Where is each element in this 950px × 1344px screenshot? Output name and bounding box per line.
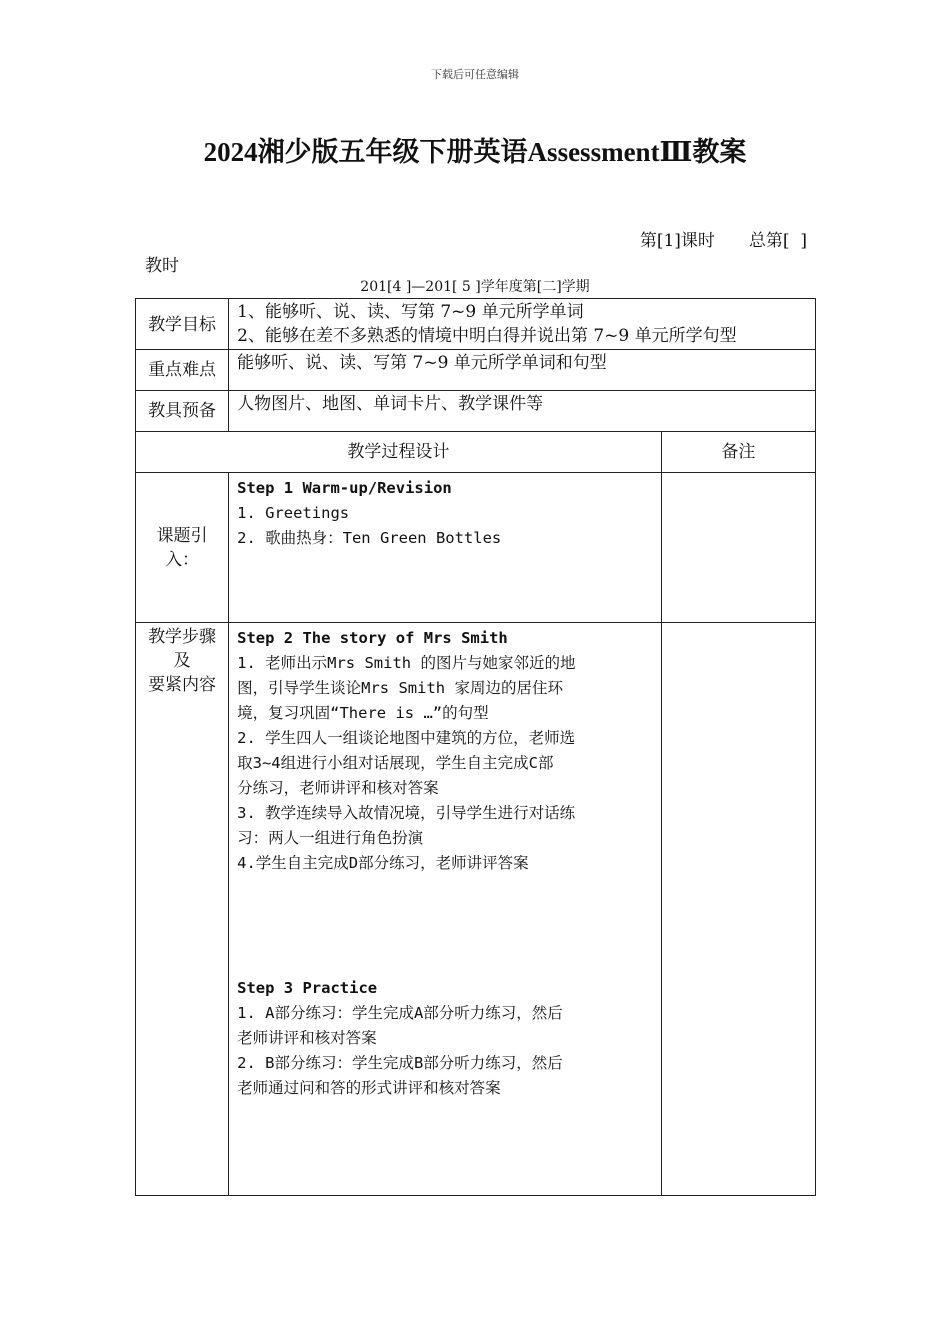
header-note: 下载后可任意编辑 [431, 68, 519, 81]
notes-header: 备注 [661, 432, 815, 473]
intro-content [229, 473, 662, 623]
document-title: 2024湘少版五年级下册英语AssessmentⅢ教案 [203, 137, 747, 167]
step2-line: 1. 老师出示Mrs Smith 的图片与她家邻近的地 [237, 654, 576, 672]
key-points-content: 能够听、说、读、写第 7~9 单元所学单词和句型 [229, 350, 816, 391]
materials-row [136, 391, 816, 432]
process-header: 教学过程设计 [136, 432, 662, 473]
step2-line: 境，复习巩固“There is …”的句型 [237, 704, 489, 722]
process-header-row [136, 432, 816, 473]
objectives-row [136, 299, 816, 350]
steps-label-line: 要紧内容 [148, 675, 217, 695]
steps-label [136, 623, 229, 1196]
step2-line: 图，引导学生谈论Mrs Smith 家周边的居住环 [237, 679, 563, 697]
materials-label: 教具预备 [136, 391, 229, 432]
step2-line: 取3~4组进行小组对话展现，学生自主完成C部 [237, 754, 554, 772]
steps-label-line: 教学步骤 [148, 627, 217, 647]
intro-notes [661, 473, 815, 623]
intro-line: 2. 歌曲热身：Ten Green Bottles [237, 529, 502, 547]
step2-line: 分练习，老师讲评和核对答案 [237, 779, 439, 797]
step2-line: 4.学生自主完成D部分练习，老师讲评答案 [237, 854, 529, 872]
step3-line: 老师讲评和核对答案 [237, 1029, 377, 1047]
step3-line: 老师通过问和答的形式讲评和核对答案 [237, 1079, 501, 1097]
objective-line: 2、能够在差不多熟悉的情境中明白得并说出第 7~9 单元所学句型 [237, 326, 737, 346]
steps-content [229, 623, 662, 1196]
intro-row [136, 473, 816, 623]
step3-line: 1. A部分练习：学生完成A部分听力练习，然后 [237, 1004, 563, 1022]
steps-notes [661, 623, 815, 1196]
steps-row [136, 623, 816, 1196]
lesson-plan-table [135, 298, 816, 1196]
steps-label-line: 及 [173, 651, 191, 671]
step1-title: Step 1 Warm-up/Revision [237, 479, 452, 497]
lesson-number: 第[1]课时 总第[ ] [639, 231, 807, 251]
step2-line: 习：两人一组进行角色扮演 [237, 829, 424, 847]
step2-title: Step 2 The story of Mrs Smith [237, 629, 508, 647]
step2-line: 3. 教学连续导入故情况境，引导学生进行对话练 [237, 804, 576, 822]
lesson-number-tail: 教时 [145, 256, 179, 276]
objective-line: 1、能够听、说、读、写第 7~9 单元所学单词 [237, 302, 584, 322]
key-points-label: 重点难点 [136, 350, 229, 391]
objectives-label: 教学目标 [136, 299, 229, 350]
step2-line: 2. 学生四人一组谈论地图中建筑的方位，老师选 [237, 729, 576, 747]
step3-title: Step 3 Practice [237, 979, 378, 997]
objectives-content [229, 299, 816, 350]
materials-content: 人物图片、地图、单词卡片、教学课件等 [229, 391, 816, 432]
spacer [237, 876, 653, 976]
intro-label: 课题引入： [136, 473, 229, 623]
intro-line: 1. Greetings [237, 504, 350, 522]
key-points-row [136, 350, 816, 391]
school-term: 201[4 ]—201[ 5 ]学年度第[二]学期 [360, 279, 590, 295]
step3-line: 2. B部分练习：学生完成B部分听力练习，然后 [237, 1054, 563, 1072]
